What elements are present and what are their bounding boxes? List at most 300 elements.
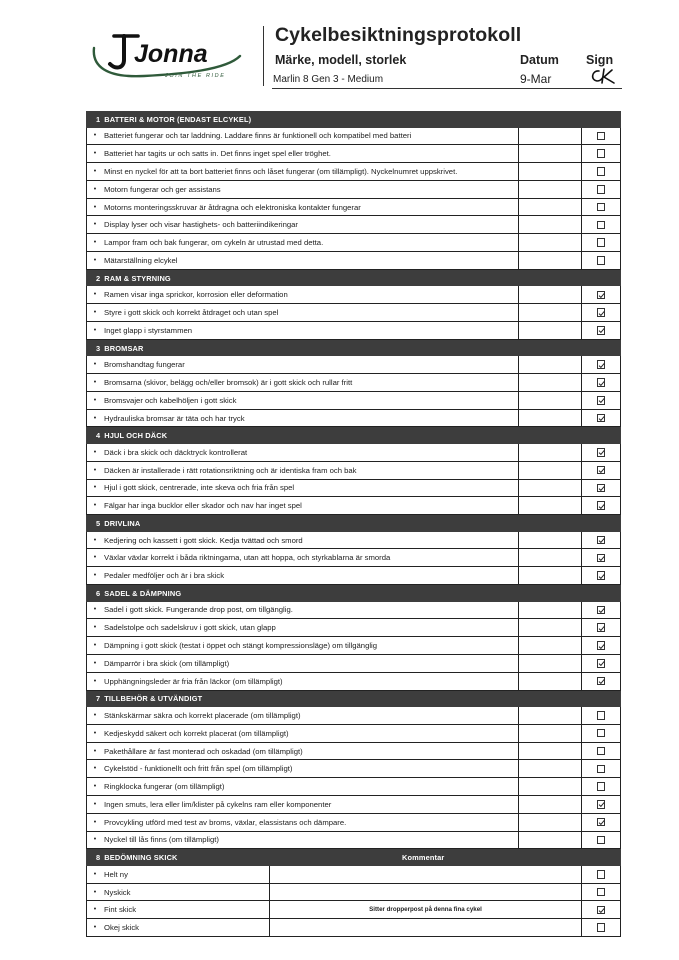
checkmark-icon <box>598 415 605 422</box>
checklist-item-cell <box>86 655 519 672</box>
checkbox-cell <box>582 444 621 461</box>
comment-column-header: Kommentar <box>402 853 445 863</box>
checkbox-cell <box>582 128 621 145</box>
checklist-item-cell <box>86 637 519 654</box>
checkbox-unchecked[interactable] <box>597 923 606 932</box>
checkbox-cell <box>582 743 621 760</box>
checklist-item-cell <box>86 374 519 391</box>
bullet-icon: • <box>93 150 97 158</box>
bullet-icon: • <box>93 836 97 844</box>
note-cell[interactable] <box>519 532 582 549</box>
checklist-row <box>86 410 621 428</box>
checkbox-cell <box>582 602 621 619</box>
checkbox-cell <box>582 304 621 321</box>
checkbox-cell <box>582 532 621 549</box>
note-cell[interactable] <box>519 163 582 180</box>
checklist-row <box>86 532 621 550</box>
note-cell[interactable] <box>519 286 582 303</box>
date-value: 9-Mar <box>520 72 552 86</box>
checkbox-checked[interactable] <box>597 677 606 686</box>
checkbox-unchecked[interactable] <box>597 238 606 247</box>
bike-model-value: Marlin 8 Gen 3 - Medium <box>273 74 384 85</box>
checkbox-unchecked[interactable] <box>597 167 606 176</box>
bullet-icon: • <box>93 554 97 562</box>
checklist-item-text: Motorns monteringsskruvar är åtdragna och elektroniska kontakter fungerar <box>104 202 361 212</box>
checklist-item-text: Dämpning i gott skick (testat i öppet och stängt kompressionsläge) om tillgänglig <box>104 641 378 651</box>
checkbox-cell <box>582 322 621 339</box>
checkbox-checked[interactable] <box>597 536 606 545</box>
bullet-icon: • <box>93 132 97 140</box>
checkbox-unchecked[interactable] <box>597 149 606 158</box>
note-cell[interactable] <box>519 832 582 849</box>
checklist-row <box>86 743 621 761</box>
bike-spec-label: Märke, modell, storlek <box>275 53 407 67</box>
checklist-item-cell <box>86 760 519 777</box>
comment-field[interactable] <box>270 919 582 936</box>
note-cell[interactable] <box>519 374 582 391</box>
checklist-row <box>86 673 621 691</box>
checkbox-unchecked[interactable] <box>597 765 606 774</box>
checkbox-checked[interactable] <box>597 291 606 300</box>
condition-row <box>86 866 621 884</box>
checkbox-checked[interactable] <box>597 308 606 317</box>
checkmark-icon <box>598 678 605 685</box>
checklist-item-text: Cykelstöd - funktionellt och fritt från spel (om tillämpligt) <box>104 764 293 774</box>
checklist-row <box>86 374 621 392</box>
checklist-item-text: Minst en nyckel för att ta bort batteriet finns och låset fungerar (om tillämpligt). Nyckelnumret uppskrivet. <box>104 166 458 176</box>
comment-field[interactable] <box>270 901 582 918</box>
inspection-form <box>86 111 621 937</box>
date-label: Datum <box>520 53 559 67</box>
checklist-row <box>86 832 621 850</box>
bullet-icon: • <box>93 448 97 456</box>
checkbox-checked[interactable] <box>597 378 606 387</box>
note-cell[interactable] <box>519 304 582 321</box>
checklist-item-cell <box>86 462 519 479</box>
checkmark-icon <box>598 449 605 456</box>
checklist-item-text: Ingen smuts, lera eller lim/klister på cykelns ram eller komponenter <box>104 799 332 809</box>
checklist-row <box>86 145 621 163</box>
checkbox-cell <box>582 252 621 269</box>
checkmark-icon <box>598 467 605 474</box>
section-header <box>86 585 621 602</box>
checkmark-icon <box>598 537 605 544</box>
checklist-item-text: Fälgar har inga bucklor eller skador och nav har inget spel <box>104 501 302 511</box>
section-title: HJUL OCH DÄCK <box>104 431 168 441</box>
note-cell[interactable] <box>519 814 582 831</box>
checkmark-icon <box>598 485 605 492</box>
checklist-row <box>86 497 621 515</box>
checkmark-icon <box>598 362 605 369</box>
section-header <box>86 849 621 866</box>
logo-wordmark: Jonna <box>134 40 208 68</box>
checklist-item-cell <box>86 796 519 813</box>
condition-label: Fint skick <box>104 905 137 915</box>
checklist-item-cell <box>86 602 519 619</box>
bullet-icon: • <box>93 729 97 737</box>
checkbox-unchecked[interactable] <box>597 221 606 230</box>
section-title: SADEL & DÄMPNING <box>104 588 182 598</box>
checkbox-cell <box>582 181 621 198</box>
section-title: BATTERI & MOTOR (ENDAST ELCYKEL) <box>104 114 252 124</box>
checklist-item-text: Kedjering och kassett i gott skick. Kedja tvättad och smord <box>104 535 303 545</box>
checklist-item-text: Hydrauliska bromsar är täta och har tryck <box>104 413 245 423</box>
note-cell[interactable] <box>519 252 582 269</box>
header-divider <box>263 26 264 86</box>
bullet-icon: • <box>93 256 97 264</box>
checklist-item-text: Nyckel till lås finns (om tillämpligt) <box>104 835 219 845</box>
bullet-icon: • <box>93 239 97 247</box>
checklist-row <box>86 356 621 374</box>
checklist-row <box>86 444 621 462</box>
checkbox-cell <box>582 707 621 724</box>
checklist-item-cell <box>86 725 519 742</box>
note-cell[interactable] <box>519 128 582 145</box>
checkbox-checked[interactable] <box>597 800 606 809</box>
note-cell[interactable] <box>519 392 582 409</box>
checkmark-icon <box>598 607 605 614</box>
checkbox-cell <box>582 673 621 690</box>
checkbox-checked[interactable] <box>597 484 606 493</box>
checklist-item-text: Hjul i gott skick, centrerade, inte skeva och fria från spel <box>104 483 295 493</box>
note-cell[interactable] <box>519 619 582 636</box>
checklist-item-cell <box>86 322 519 339</box>
checklist-item-cell <box>86 356 519 373</box>
checklist-row <box>86 128 621 146</box>
checkbox-cell <box>582 619 621 636</box>
condition-row <box>86 884 621 902</box>
checklist-item-text: Pedaler medföljer och är i bra skick <box>104 571 225 581</box>
checklist-row <box>86 199 621 217</box>
checkbox-cell <box>582 567 621 584</box>
note-cell[interactable] <box>519 356 582 373</box>
bullet-icon: • <box>93 396 97 404</box>
checklist-item-cell <box>86 128 519 145</box>
section-header <box>86 427 621 444</box>
section-number: 6 <box>96 588 101 598</box>
checklist-row <box>86 392 621 410</box>
bullet-icon: • <box>93 677 97 685</box>
checklist-row <box>86 286 621 304</box>
checklist-item-cell <box>86 410 519 427</box>
checklist-item-cell <box>86 234 519 251</box>
checklist-row <box>86 234 621 252</box>
checklist-item-cell <box>86 567 519 584</box>
condition-row <box>86 919 621 937</box>
logo-tagline: JOIN THE RIDE <box>165 73 226 79</box>
bullet-icon: • <box>93 642 97 650</box>
condition-label-cell <box>86 901 270 918</box>
signature-graphic <box>588 66 618 86</box>
note-cell[interactable] <box>519 673 582 690</box>
checkbox-checked[interactable] <box>597 326 606 335</box>
checkmark-icon <box>598 310 605 317</box>
checklist-item-cell <box>86 480 519 497</box>
checklist-item-text: Bromsarna (skivor, belägg och/eller bromsok) är i gott skick och rullar fritt <box>104 377 353 387</box>
bullet-icon: • <box>93 924 97 932</box>
checklist-item-cell <box>86 832 519 849</box>
checklist-row <box>86 304 621 322</box>
checklist-item-cell <box>86 673 519 690</box>
checklist-row <box>86 725 621 743</box>
checkbox-unchecked[interactable] <box>597 203 606 212</box>
checklist-item-cell <box>86 392 519 409</box>
bullet-icon: • <box>93 414 97 422</box>
comment-field[interactable] <box>270 866 582 883</box>
checkbox-unchecked[interactable] <box>597 711 606 720</box>
condition-row <box>86 901 621 919</box>
checkbox-checked[interactable] <box>597 906 606 915</box>
bullet-icon: • <box>93 888 97 896</box>
bullet-icon: • <box>93 870 97 878</box>
checkbox-checked[interactable] <box>597 571 606 580</box>
note-cell[interactable] <box>519 567 582 584</box>
checkbox-cell <box>582 234 621 251</box>
note-cell[interactable] <box>519 199 582 216</box>
checklist-item-text: Upphängningsleder är fria från läckor (om tillämpligt) <box>104 676 283 686</box>
checkbox-cell <box>582 884 621 901</box>
note-cell[interactable] <box>519 655 582 672</box>
section-header <box>86 111 621 128</box>
note-cell[interactable] <box>519 743 582 760</box>
checklist-item-text: Ramen visar inga sprickor, korrosion eller deformation <box>104 290 288 300</box>
bullet-icon: • <box>93 800 97 808</box>
checkmark-icon <box>598 503 605 510</box>
checklist-item-text: Batteriet har tagits ur och satts in. Det finns inget spel eller tröghet. <box>104 149 331 159</box>
bullet-icon: • <box>93 783 97 791</box>
checkbox-checked[interactable] <box>597 554 606 563</box>
checkbox-cell <box>582 832 621 849</box>
checkbox-cell <box>582 410 621 427</box>
bullet-icon: • <box>93 185 97 193</box>
checkbox-unchecked[interactable] <box>597 836 606 845</box>
checkbox-checked[interactable] <box>597 659 606 668</box>
jonna-logo <box>84 30 246 84</box>
checkbox-checked[interactable] <box>597 501 606 510</box>
checkbox-cell <box>582 637 621 654</box>
sign-label: Sign <box>586 53 614 67</box>
bullet-icon: • <box>93 291 97 299</box>
checklist-item-cell <box>86 304 519 321</box>
section-number: 4 <box>96 431 101 441</box>
note-cell[interactable] <box>519 778 582 795</box>
condition-label-cell <box>86 866 270 883</box>
comment-text: Sitter dropperpost på denna fina cykel <box>369 906 482 914</box>
note-cell[interactable] <box>519 549 582 566</box>
checkbox-checked[interactable] <box>597 448 606 457</box>
checkbox-cell <box>582 480 621 497</box>
checkbox-unchecked[interactable] <box>597 132 606 141</box>
note-cell[interactable] <box>519 707 582 724</box>
checklist-item-cell <box>86 497 519 514</box>
checkbox-unchecked[interactable] <box>597 747 606 756</box>
checklist-row <box>86 216 621 234</box>
checkbox-cell <box>582 760 621 777</box>
checkmark-icon <box>598 292 605 299</box>
note-cell[interactable] <box>519 497 582 514</box>
checkbox-cell <box>582 286 621 303</box>
note-cell[interactable] <box>519 322 582 339</box>
checklist-item-cell <box>86 619 519 636</box>
checklist-item-cell <box>86 778 519 795</box>
checklist-item-text: Batteriet fungerar och tar laddning. Laddare finns är funktionell och kompatibel med batteri <box>104 131 412 141</box>
checklist-row <box>86 181 621 199</box>
checklist-row <box>86 567 621 585</box>
checklist-row <box>86 602 621 620</box>
checklist-item-text: Ringklocka fungerar (om tillämpligt) <box>104 782 225 792</box>
section-number: 1 <box>96 114 101 124</box>
section-header <box>86 340 621 357</box>
checkmark-icon <box>598 397 605 404</box>
checkbox-checked[interactable] <box>597 414 606 423</box>
section-number: 2 <box>96 273 101 283</box>
note-cell[interactable] <box>519 444 582 461</box>
checklist-item-cell <box>86 181 519 198</box>
note-cell[interactable] <box>519 145 582 162</box>
bullet-icon: • <box>93 361 97 369</box>
checkbox-checked[interactable] <box>597 396 606 405</box>
section-number: 7 <box>96 694 101 704</box>
condition-label-cell <box>86 919 270 936</box>
checkbox-cell <box>582 199 621 216</box>
bullet-icon: • <box>93 659 97 667</box>
checkmark-icon <box>598 907 605 914</box>
bullet-icon: • <box>93 906 97 914</box>
section-number: 5 <box>96 518 101 528</box>
checkbox-cell <box>582 216 621 233</box>
bullet-icon: • <box>93 765 97 773</box>
checklist-item-text: Mätarställning elcykel <box>104 255 178 265</box>
checkmark-icon <box>598 801 605 808</box>
condition-label: Nyskick <box>104 887 131 897</box>
checkmark-icon <box>598 327 605 334</box>
checkbox-cell <box>582 462 621 479</box>
checklist-item-text: Dämparrör i bra skick (om tillämpligt) <box>104 658 230 668</box>
checklist-item-text: Sadel i gott skick. Fungerande drop post, om tillgänglig. <box>104 605 293 615</box>
checkbox-checked[interactable] <box>597 818 606 827</box>
section-title: DRIVLINA <box>104 518 141 528</box>
section-title: BEDÖMNING SKICK <box>104 853 178 863</box>
note-cell[interactable] <box>519 410 582 427</box>
checkbox-unchecked[interactable] <box>597 888 606 897</box>
bullet-icon: • <box>93 818 97 826</box>
checklist-item-text: Pakethållare är fast monterad och oskadad (om tillämpligt) <box>104 746 303 756</box>
checkmark-icon <box>598 555 605 562</box>
checklist-row <box>86 619 621 637</box>
checkbox-checked[interactable] <box>597 360 606 369</box>
checkbox-cell <box>582 778 621 795</box>
checkbox-unchecked[interactable] <box>597 729 606 738</box>
condition-label: Okej skick <box>104 923 140 933</box>
note-cell[interactable] <box>519 760 582 777</box>
section-title: RAM & STYRNING <box>104 273 171 283</box>
checklist-item-text: Styre i gott skick och korrekt åtdraget och utan spel <box>104 308 279 318</box>
checklist-row <box>86 814 621 832</box>
checkmark-icon <box>598 625 605 632</box>
logo-graphic <box>84 30 246 84</box>
note-cell[interactable] <box>519 462 582 479</box>
checkbox-unchecked[interactable] <box>597 870 606 879</box>
note-cell[interactable] <box>519 216 582 233</box>
checkbox-unchecked[interactable] <box>597 185 606 194</box>
checklist-row <box>86 707 621 725</box>
section-header <box>86 515 621 532</box>
checklist-row <box>86 163 621 181</box>
checklist-item-cell <box>86 444 519 461</box>
bullet-icon: • <box>93 747 97 755</box>
checklist-item-text: Stänkskärmar säkra och korrekt placerade (om tillämpligt) <box>104 710 301 720</box>
checklist-row <box>86 322 621 340</box>
checkbox-cell <box>582 392 621 409</box>
page-title: Cykelbesiktningsprotokoll <box>275 24 522 46</box>
checkbox-cell <box>582 497 621 514</box>
note-cell[interactable] <box>519 796 582 813</box>
checkbox-cell <box>582 796 621 813</box>
checkbox-checked[interactable] <box>597 466 606 475</box>
checkmark-icon <box>598 573 605 580</box>
checkbox-cell <box>582 725 621 742</box>
checklist-item-text: Bromshandtag fungerar <box>104 360 185 370</box>
note-cell[interactable] <box>519 602 582 619</box>
checkbox-cell <box>582 919 621 936</box>
note-cell[interactable] <box>519 234 582 251</box>
checklist-item-text: Däcken är installerade i rätt rotationsriktning och är identiska fram och bak <box>104 465 357 475</box>
checkbox-unchecked[interactable] <box>597 256 606 265</box>
condition-label: Helt ny <box>104 869 128 879</box>
bullet-icon: • <box>93 167 97 175</box>
checklist-item-cell <box>86 163 519 180</box>
checklist-item-cell <box>86 145 519 162</box>
comment-field[interactable] <box>270 884 582 901</box>
bullet-icon: • <box>93 536 97 544</box>
checklist-item-text: Inget glapp i styrstammen <box>104 325 193 335</box>
bullet-icon: • <box>93 378 97 386</box>
checklist-item-cell <box>86 216 519 233</box>
checklist-item-text: Motorn fungerar och ger assistans <box>104 184 221 194</box>
checkbox-checked[interactable] <box>597 606 606 615</box>
checklist-item-text: Sadelstolpe och sadelskruv i gott skick, utan glapp <box>104 623 276 633</box>
checkbox-cell <box>582 655 621 672</box>
bullet-icon: • <box>93 502 97 510</box>
checklist-row <box>86 637 621 655</box>
checkbox-cell <box>582 549 621 566</box>
checkbox-checked[interactable] <box>597 623 606 632</box>
checkbox-cell <box>582 163 621 180</box>
section-title: TILLBEHÖR & UTVÄNDIGT <box>104 694 203 704</box>
bullet-icon: • <box>93 572 97 580</box>
header-underline <box>272 88 622 89</box>
bullet-icon: • <box>93 203 97 211</box>
checklist-row <box>86 252 621 270</box>
checkbox-cell <box>582 145 621 162</box>
checklist-item-text: Provcykling utförd med test av broms, växlar, elassistans och dämpare. <box>104 817 347 827</box>
note-cell[interactable] <box>519 725 582 742</box>
checklist-item-cell <box>86 707 519 724</box>
checklist-item-text: Display lyser och visar hastighets- och batteriindikeringar <box>104 220 298 230</box>
checklist-row <box>86 462 621 480</box>
note-cell[interactable] <box>519 480 582 497</box>
checkbox-cell <box>582 866 621 883</box>
section-number: 3 <box>96 343 101 353</box>
checkbox-unchecked[interactable] <box>597 782 606 791</box>
checklist-item-text: Växlar växlar korrekt i båda riktningarna, utan att hoppa, och styrkablarna är smorda <box>104 553 391 563</box>
note-cell[interactable] <box>519 181 582 198</box>
checklist-row <box>86 480 621 498</box>
checkmark-icon <box>598 660 605 667</box>
checkmark-icon <box>598 380 605 387</box>
checkbox-checked[interactable] <box>597 641 606 650</box>
note-cell[interactable] <box>519 637 582 654</box>
